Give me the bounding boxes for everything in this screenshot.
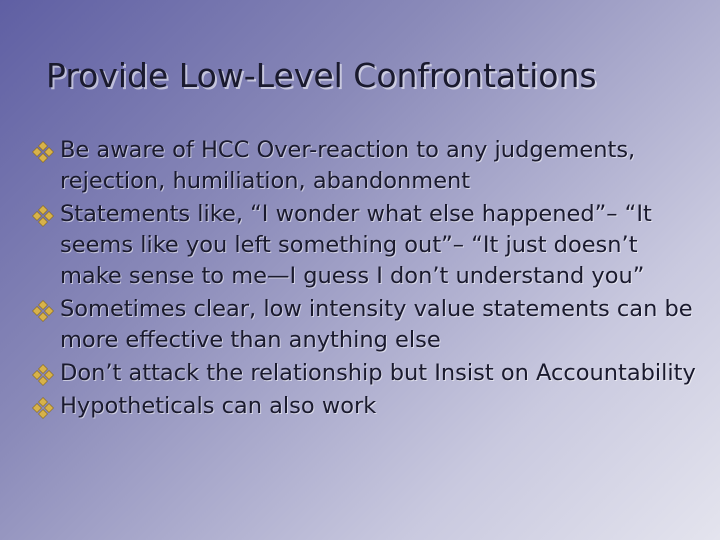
bullet-item	[32, 391, 702, 422]
bullet-text: Statements like, “I wonder what else happened”– “It seems like you left something out”– “It just doesn’t make sense to me—I guess I don’t understand you”	[60, 201, 652, 289]
diamond-bullet-icon	[32, 135, 60, 163]
diamond-bullet-icon	[32, 294, 60, 322]
diamond-bullet-icon	[32, 358, 60, 386]
bullet-list	[32, 135, 702, 424]
bullet-item	[32, 135, 702, 197]
bullet-text: Hypotheticals can also work	[60, 393, 377, 419]
bullet-item	[32, 199, 702, 292]
bullet-item	[32, 294, 702, 356]
bullet-item	[32, 358, 702, 389]
diamond-bullet-icon	[32, 199, 60, 227]
bullet-text: Don’t attack the relationship but Insist on Accountability	[60, 360, 696, 386]
bullet-text: Be aware of HCC Over-reaction to any judgements, rejection, humiliation, abandonment	[60, 137, 636, 194]
slide-title: Provide Low-Level Confrontations	[46, 56, 597, 95]
diamond-bullet-icon	[32, 391, 60, 419]
bullet-text: Sometimes clear, low intensity value statements can be more effective than anything else	[60, 296, 693, 353]
